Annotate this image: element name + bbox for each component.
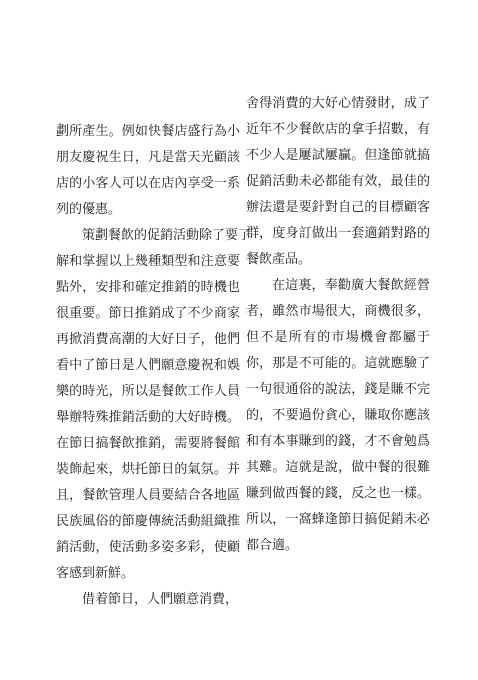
text-line: 客感到新鮮。 <box>56 566 135 581</box>
text-line: 你，那是不可能的。這就應驗了 <box>246 356 430 371</box>
text-line: 辦法還是要針對自己的目標顧客 <box>246 200 430 215</box>
text-line: 很重要。節日推銷成了不少商家 <box>56 306 240 321</box>
text-line: 列的優惠。 <box>56 202 122 217</box>
text-line: 其難。這就是說，做中餐的很難 <box>246 460 430 475</box>
text-line: 舍得消費的大好心情發財，成了 <box>246 96 430 111</box>
text-line: 賺到做西餐的錢，反之也一樣。 <box>246 486 430 501</box>
text-line: 再掀消費高潮的大好日子，他們 <box>56 332 240 347</box>
text-line: 所以，一窩蜂逢節日搞促銷未必 <box>246 512 430 527</box>
text-line: 裝飾起來，烘托節日的氣氛。并 <box>56 462 240 477</box>
text-line: 銷活動，使活動多姿多彩，使顧 <box>56 540 240 555</box>
text-line: 但不是所有的市場機會都屬于 <box>246 330 430 345</box>
text-line: 在節日搞餐飲推銷，需要將餐館 <box>56 436 240 451</box>
text-line: 且，餐飲管理人員要結合各地區 <box>56 488 240 503</box>
text-line: 舉辦特殊推銷活動的大好時機。 <box>56 410 240 425</box>
text-line: 點外，安排和確定推銷的時機也 <box>56 280 240 295</box>
text-line: 解和掌握以上幾種類型和注意要 <box>56 254 240 269</box>
text-line: 一句很通俗的說法，錢是賺不完 <box>246 382 430 397</box>
text-line: 朋友慶祝生日，凡是當天光顧該 <box>56 150 240 165</box>
paragraph-start-line: 策劃餐飲的促銷活動除了要了 <box>82 228 252 243</box>
text-line: 店的小客人可以在店內享受一系 <box>56 176 240 191</box>
text-line: 看中了節日是人們願意慶祝和娛 <box>56 358 240 373</box>
text-line: 餐飲產品。 <box>246 252 312 267</box>
text-line: 民族風俗的節慶傳統活動組織推 <box>56 514 240 529</box>
text-line: 都合適。 <box>246 538 299 553</box>
text-line: 不少人是屢試屢贏。但逢節就搞 <box>246 148 430 163</box>
text-line: 和有本事賺到的錢，才不會勉爲 <box>246 434 430 449</box>
paragraph-start-line: 在這裏，奉勸廣大餐飲經營 <box>272 278 430 293</box>
paragraph-start-line: 借着節日，人們願意消費， <box>82 592 239 607</box>
text-line: 近年不少餐飲店的拿手招數，有 <box>246 122 430 137</box>
text-line: 的，不要過份貪心，賺取你應該 <box>246 408 430 423</box>
text-line: 樂的時光，所以是餐飲工作人員 <box>56 384 240 399</box>
text-line: 者，雖然市場很大，商機很多， <box>246 304 430 319</box>
text-line: 促銷活動未必都能有效，最佳的 <box>246 174 430 189</box>
text-line: 群，度身訂做出一套適銷對路的 <box>246 226 430 241</box>
text-line: 劃所產生。例如快餐店盛行為小 <box>56 124 240 139</box>
